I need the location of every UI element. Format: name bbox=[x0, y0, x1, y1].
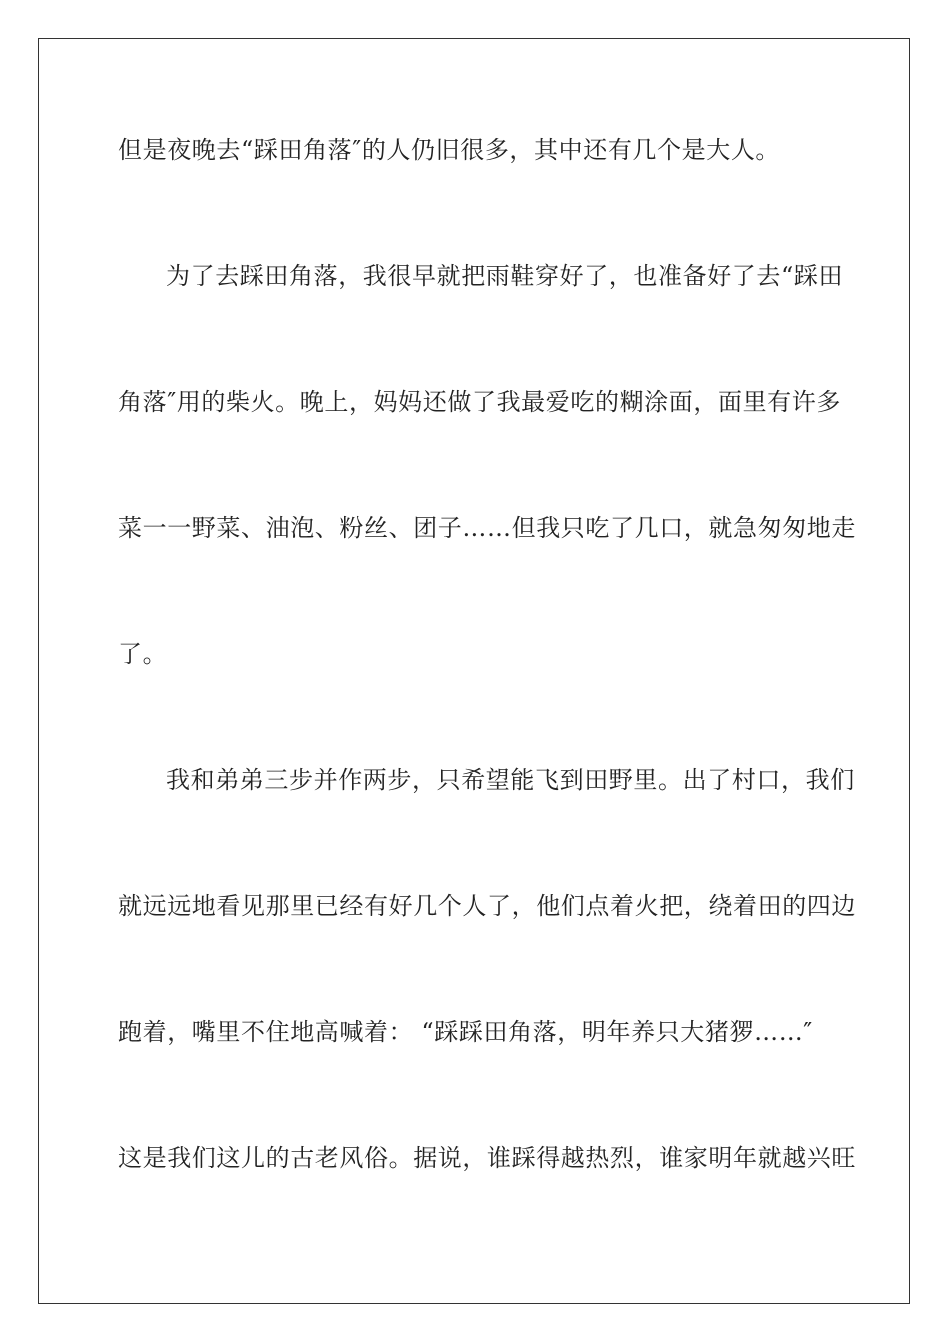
text-line: 但是夜晚去“踩田角落″的人仍旧很多，其中还有几个是大人。 bbox=[118, 136, 781, 164]
paragraph-first-line: 我和弟弟三步并作两步，只希望能飞到田野里。出了村口，我们 bbox=[166, 766, 855, 794]
document-body bbox=[118, 132, 856, 1266]
text-line: 跑着，嘴里不住地高喊着： “踩踩田角落，明年养只大猪猡……″ bbox=[118, 1018, 813, 1046]
paragraph-first-line: 为了去踩田角落，我很早就把雨鞋穿好了，也准备好了去“踩田 bbox=[166, 262, 844, 290]
text-line: 角落″用的柴火。晚上，妈妈还做了我最爱吃的糊涂面，面里有许多 bbox=[118, 388, 841, 416]
text-line: 就远远地看见那里已经有好几个人了，他们点着火把，绕着田的四边 bbox=[118, 892, 856, 920]
text-line: 了。 bbox=[118, 640, 168, 668]
text-line: 菜一一野菜、油泡、粉丝、团子……但我只吃了几口，就急匆匆地走 bbox=[118, 514, 856, 542]
text-line: 这是我们这儿的古老风俗。据说，谁踩得越热烈，谁家明年就越兴旺 bbox=[118, 1144, 856, 1172]
